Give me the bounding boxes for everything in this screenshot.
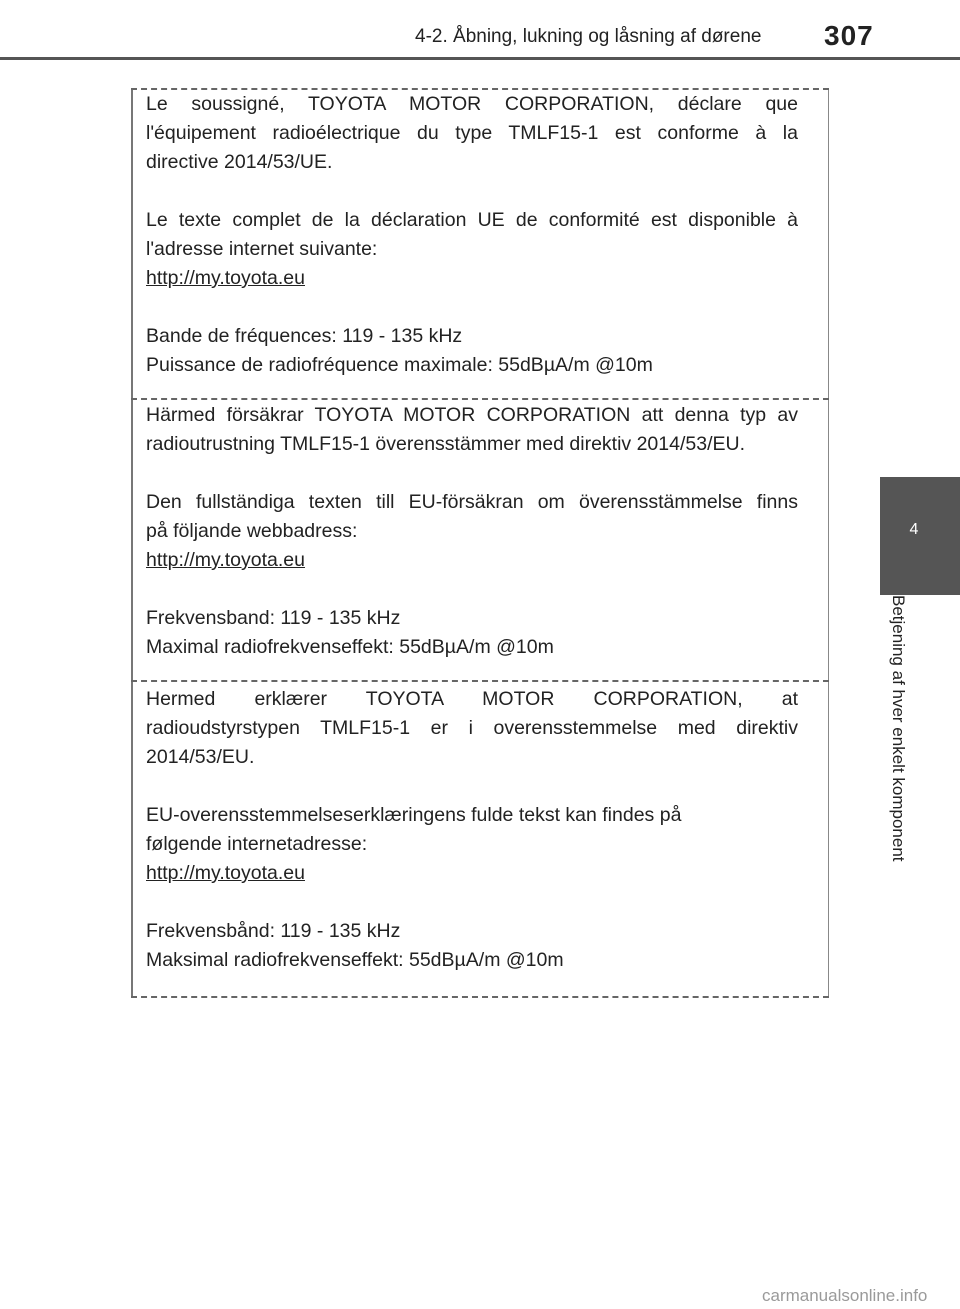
declaration-intro-line: Härmed försäkrar TOYOTA MOTOR CORPORATION att denna typ av	[146, 404, 798, 426]
declaration-intro-line: l'équipement radioélectrique du type TMLF15-1 est conforme à la	[146, 122, 798, 144]
declaration-url-link[interactable]: http://my.toyota.eu	[146, 549, 305, 571]
declaration-text-line: l'adresse internet suivante:	[146, 238, 378, 260]
declaration-french	[146, 90, 798, 380]
declaration-intro-line: radioutrustning TMLF15-1 överensstämmer med direktiv 2014/53/EU.	[146, 433, 745, 455]
frequency-band: Bande de fréquences: 119 - 135 kHz	[146, 325, 463, 347]
chapter-number: 4	[909, 521, 919, 538]
declaration-swedish	[146, 401, 798, 662]
declaration-intro-line: directive 2014/53/UE.	[146, 151, 333, 173]
frequency-band: Frekvensband: 119 - 135 kHz	[146, 607, 401, 629]
declaration-text-line: Le texte complet de la déclaration UE de conformité est disponible à	[146, 209, 798, 231]
declaration-intro-line: 2014/53/EU.	[146, 746, 255, 768]
declaration-text-line: følgende internetadresse:	[146, 833, 368, 855]
declaration-danish	[146, 685, 798, 975]
max-power: Maximal radiofrekvenseffekt: 55dBµA/m @10m	[146, 636, 554, 658]
declaration-text-line: på följande webbadress:	[146, 520, 358, 542]
section-divider	[131, 398, 829, 400]
declaration-url-link[interactable]: http://my.toyota.eu	[146, 267, 305, 289]
site-watermark: carmanualsonline.info	[762, 1286, 928, 1305]
frequency-band: Frekvensbånd: 119 - 135 kHz	[146, 920, 401, 942]
max-power: Puissance de radiofréquence maximale: 55dBµA/m @10m	[146, 354, 653, 376]
max-power: Maksimal radiofrekvenseffekt: 55dBµA/m @10m	[146, 949, 564, 971]
chapter-label: Betjening af hver enkelt komponent	[889, 595, 908, 862]
declaration-text-line: Den fullständiga texten till EU-försäkran om överensstämmelse finns	[146, 491, 798, 513]
declaration-intro-line: Hermed erklærer TOYOTA MOTOR CORPORATION, at	[146, 688, 798, 710]
chapter-label-container	[808, 595, 960, 895]
declaration-text-line: EU-overensstemmelseserklæringens fulde tekst kan findes på	[146, 804, 682, 826]
section-divider	[131, 680, 829, 682]
declaration-intro-line: Le soussigné, TOYOTA MOTOR CORPORATION, déclare que	[146, 93, 798, 115]
header-rule	[0, 57, 960, 60]
declaration-url-link[interactable]: http://my.toyota.eu	[146, 862, 305, 884]
page-number: 307	[824, 20, 874, 51]
box-bottom-border	[131, 996, 829, 998]
declaration-intro-line: radioudstyrstypen TMLF15-1 er i overensstemmelse med direktiv	[146, 717, 798, 739]
section-title: 4-2. Åbning, lukning og låsning af dørene	[415, 26, 762, 47]
chapter-tab	[880, 477, 960, 595]
